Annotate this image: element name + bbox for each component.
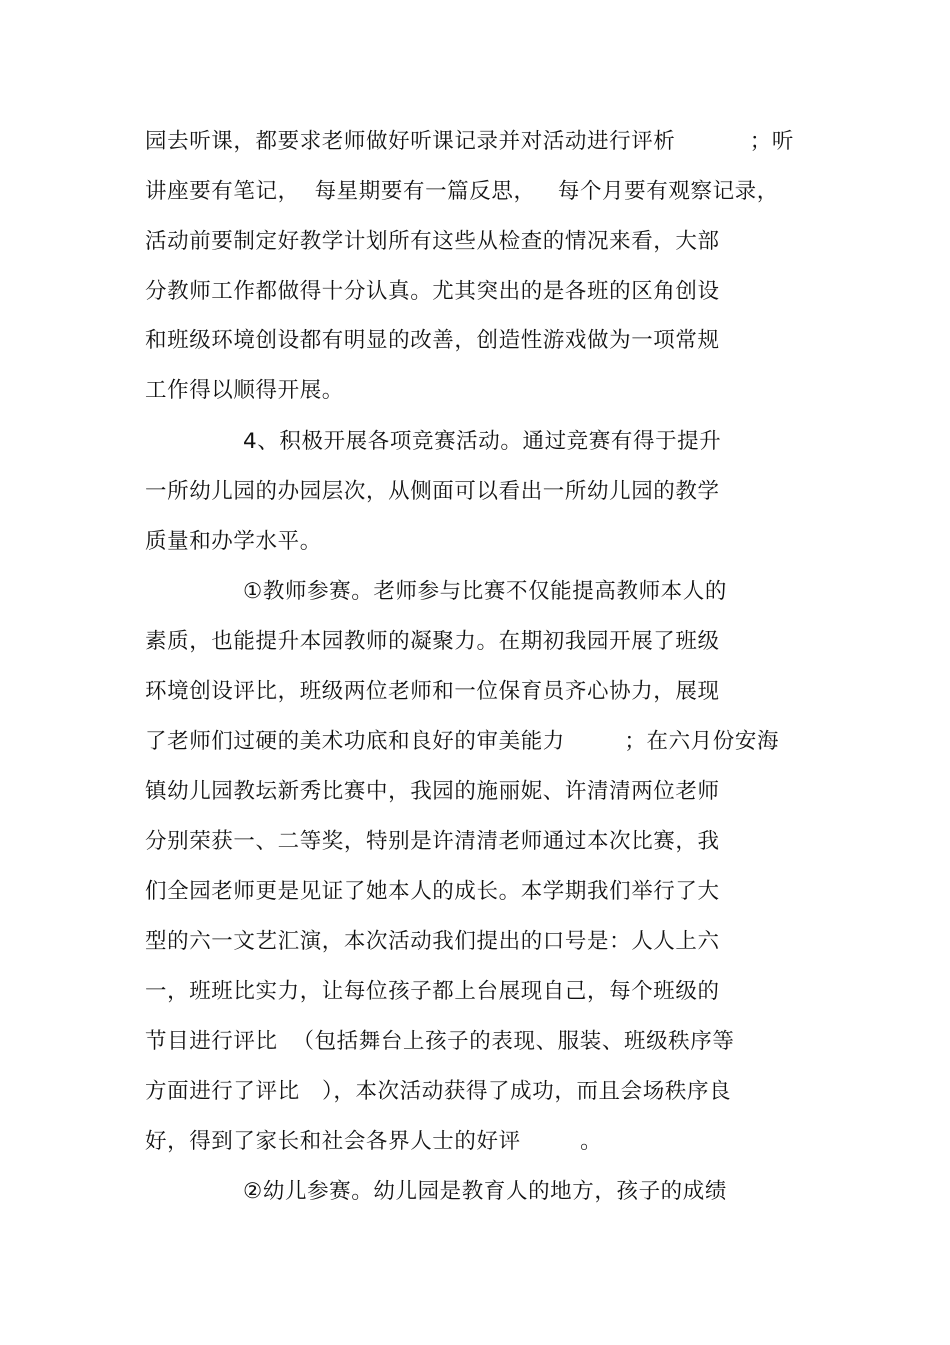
text-line-11: 素质，也能提升本园教师的凝聚力。在期初我园开展了班级	[145, 629, 720, 654]
text-line-17: 型的六一文艺汇演，本次活动我们提出的口号是：人人上六	[145, 929, 720, 954]
text-line-1: 园去听课，都要求老师做好听课记录并对活动进行评析 ；听	[145, 129, 794, 154]
text-line-12: 环境创设评比，班级两位老师和一位保育员齐心协力，展现	[145, 679, 720, 704]
text-line-8: 一所幼儿园的办园层次，从侧面可以看出一所幼儿园的教学	[145, 479, 720, 504]
text-line-4: 分教师工作都做得十分认真。尤其突出的是各班的区角创设	[145, 279, 720, 304]
text-line-18: 一，班班比实力，让每位孩子都上台展现自己，每个班级的	[145, 979, 720, 1004]
text-line-6: 工作得以顺得开展。	[145, 378, 344, 403]
text-line-16: 们全园老师更是见证了她本人的成长。本学期我们举行了大	[145, 879, 720, 904]
text-line-10: ①教师参赛。老师参与比赛不仅能提高教师本人的	[243, 579, 727, 604]
text-line-5: 和班级环境创设都有明显的改善，创造性游戏做为一项常规	[145, 328, 720, 353]
text-line-19: 节目进行评比 （包括舞台上孩子的表现、服装、班级秩序等	[145, 1029, 735, 1054]
text-line-15: 分别荣获一、二等奖，特别是许清清老师通过本次比赛，我	[145, 829, 720, 854]
text-line-21: 好，得到了家长和社会各界人士的好评 。	[145, 1129, 603, 1154]
text-line-9: 质量和办学水平。	[145, 529, 322, 554]
text-line-7: 4、积极开展各项竞赛活动。通过竞赛有得于提升	[243, 429, 722, 454]
text-line-3: 活动前要制定好教学计划所有这些从检查的情况来看，大部	[145, 229, 720, 254]
text-line-20: 方面进行了评比 ），本次活动获得了成功，而且会场秩序良	[145, 1079, 732, 1104]
text-line-13: 了老师们过硬的美术功底和良好的审美能力 ；在六月份安海	[145, 729, 780, 754]
text-line-2: 讲座要有笔记， 每星期要有一篇反思， 每个月要有观察记录，	[145, 179, 779, 204]
text-line-14: 镇幼儿园教坛新秀比赛中，我园的施丽妮、许清清两位老师	[145, 779, 720, 804]
text-line-22: ②幼儿参赛。幼儿园是教育人的地方，孩子的成绩	[243, 1179, 727, 1204]
